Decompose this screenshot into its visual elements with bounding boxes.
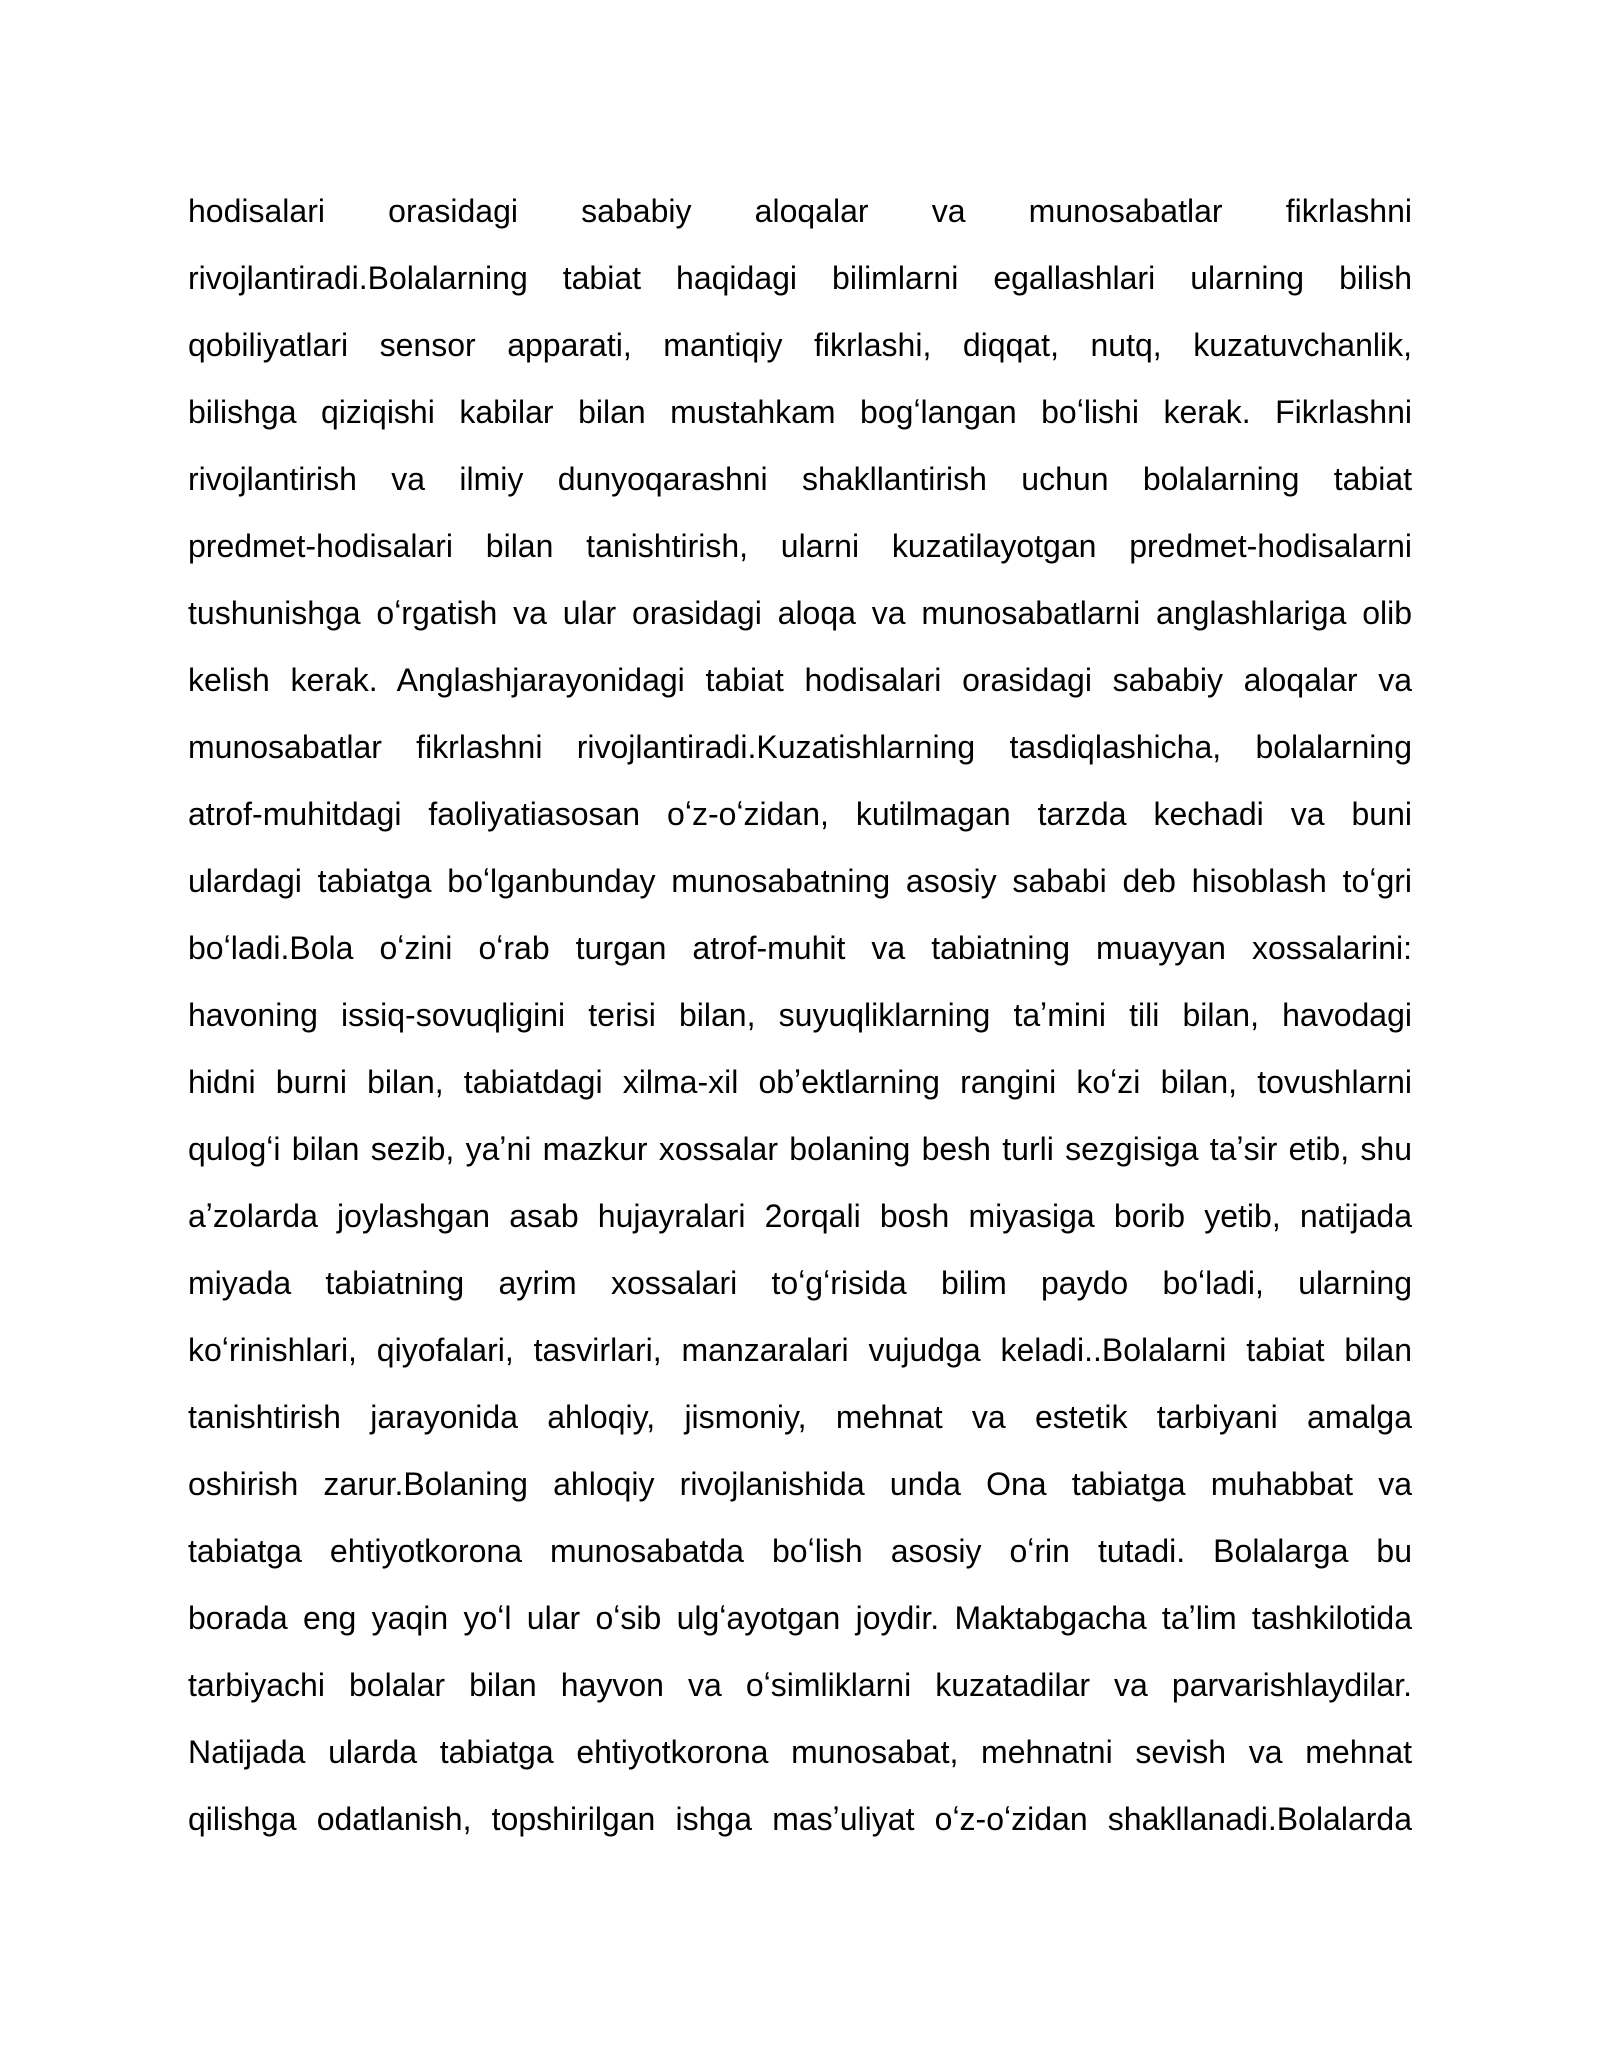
text-line: borada eng yaqin yoʻl ular oʻsib ulgʻayotgan joydir. Maktabgacha taʼlim tashkilotida xyxy=(188,1600,1412,1636)
text-line: rivojlantiradi.Bolalarning tabiat haqidagi bilimlarni egallashlari ularning bilish xyxy=(188,260,1412,296)
text-line: havoning issiq-sovuqligini terisi bilan, suyuqliklarning taʼmini tili bilan, havodagi xyxy=(188,997,1412,1033)
text-line: miyada tabiatning ayrim xossalari toʻgʻrisida bilim paydo boʻladi, ularning xyxy=(188,1265,1412,1301)
text-line: boʻladi.Bola oʻzini oʻrab turgan atrof-muhit va tabiatning muayyan xossalarini: xyxy=(188,930,1412,966)
text-line: tanishtirish jarayonida ahloqiy, jismoniy, mehnat va estetik tarbiyani amalga xyxy=(188,1399,1412,1435)
text-line: ulardagi tabiatga boʻlganbunday munosabatning asosiy sababi deb hisoblash toʻgri xyxy=(188,863,1412,899)
text-line: qobiliyatlari sensor apparati, mantiqiy fikrlashi, diqqat, nutq, kuzatuvchanlik, xyxy=(188,327,1412,363)
text-line: atrof-muhitdagi faoliyatiasosan oʻz-oʻzidan, kutilmagan tarzda kechadi va buni xyxy=(188,796,1412,832)
text-line: hidni burni bilan, tabiatdagi xilma-xil obʼektlarning rangini koʻzi bilan, tovushlarni xyxy=(188,1064,1412,1100)
text-line: predmet-hodisalari bilan tanishtirish, ularni kuzatilayotgan predmet-hodisalarni xyxy=(188,528,1412,564)
text-line: qilishga odatlanish, topshirilgan ishga masʼuliyat oʻz-oʻzidan shakllanadi.Bolalarda xyxy=(188,1801,1412,1837)
text-line: tarbiyachi bolalar bilan hayvon va oʻsimliklarni kuzatadilar va parvarishlaydilar. xyxy=(188,1667,1412,1703)
text-line: tushunishga oʻrgatish va ular orasidagi aloqa va munosabatlarni anglashlariga olib xyxy=(188,595,1412,631)
text-line: aʼzolarda joylashgan asab hujayralari 2orqali bosh miyasiga borib yetib, natijada xyxy=(188,1198,1412,1234)
body-text xyxy=(188,178,1412,1853)
text-line: oshirish zarur.Bolaning ahloqiy rivojlanishida unda Ona tabiatga muhabbat va xyxy=(188,1466,1412,1502)
text-line: rivojlantirish va ilmiy dunyoqarashni shakllantirish uchun bolalarning tabiat xyxy=(188,461,1412,497)
text-line: hodisalari orasidagi sababiy aloqalar va munosabatlar fikrlashni xyxy=(188,193,1412,229)
text-line: munosabatlar fikrlashni rivojlantiradi.Kuzatishlarning tasdiqlashicha, bolalarning xyxy=(188,729,1412,765)
text-line: bilishga qiziqishi kabilar bilan mustahkam bogʻlangan boʻlishi kerak. Fikrlashni xyxy=(188,394,1412,430)
text-line: qulogʻi bilan sezib, yaʼni mazkur xossalar bolaning besh turli sezgisiga taʼsir etib, shu xyxy=(188,1131,1412,1167)
text-line: koʻrinishlari, qiyofalari, tasvirlari, manzaralari vujudga keladi..Bolalarni tabiat bilan xyxy=(188,1332,1412,1368)
text-line: kelish kerak. Anglashjarayonidagi tabiat hodisalari orasidagi sababiy aloqalar va xyxy=(188,662,1412,698)
text-line: Natijada ularda tabiatga ehtiyotkorona munosabat, mehnatni sevish va mehnat xyxy=(188,1734,1412,1770)
text-line: tabiatga ehtiyotkorona munosabatda boʻlish asosiy oʻrin tutadi. Bolalarga bu xyxy=(188,1533,1412,1569)
